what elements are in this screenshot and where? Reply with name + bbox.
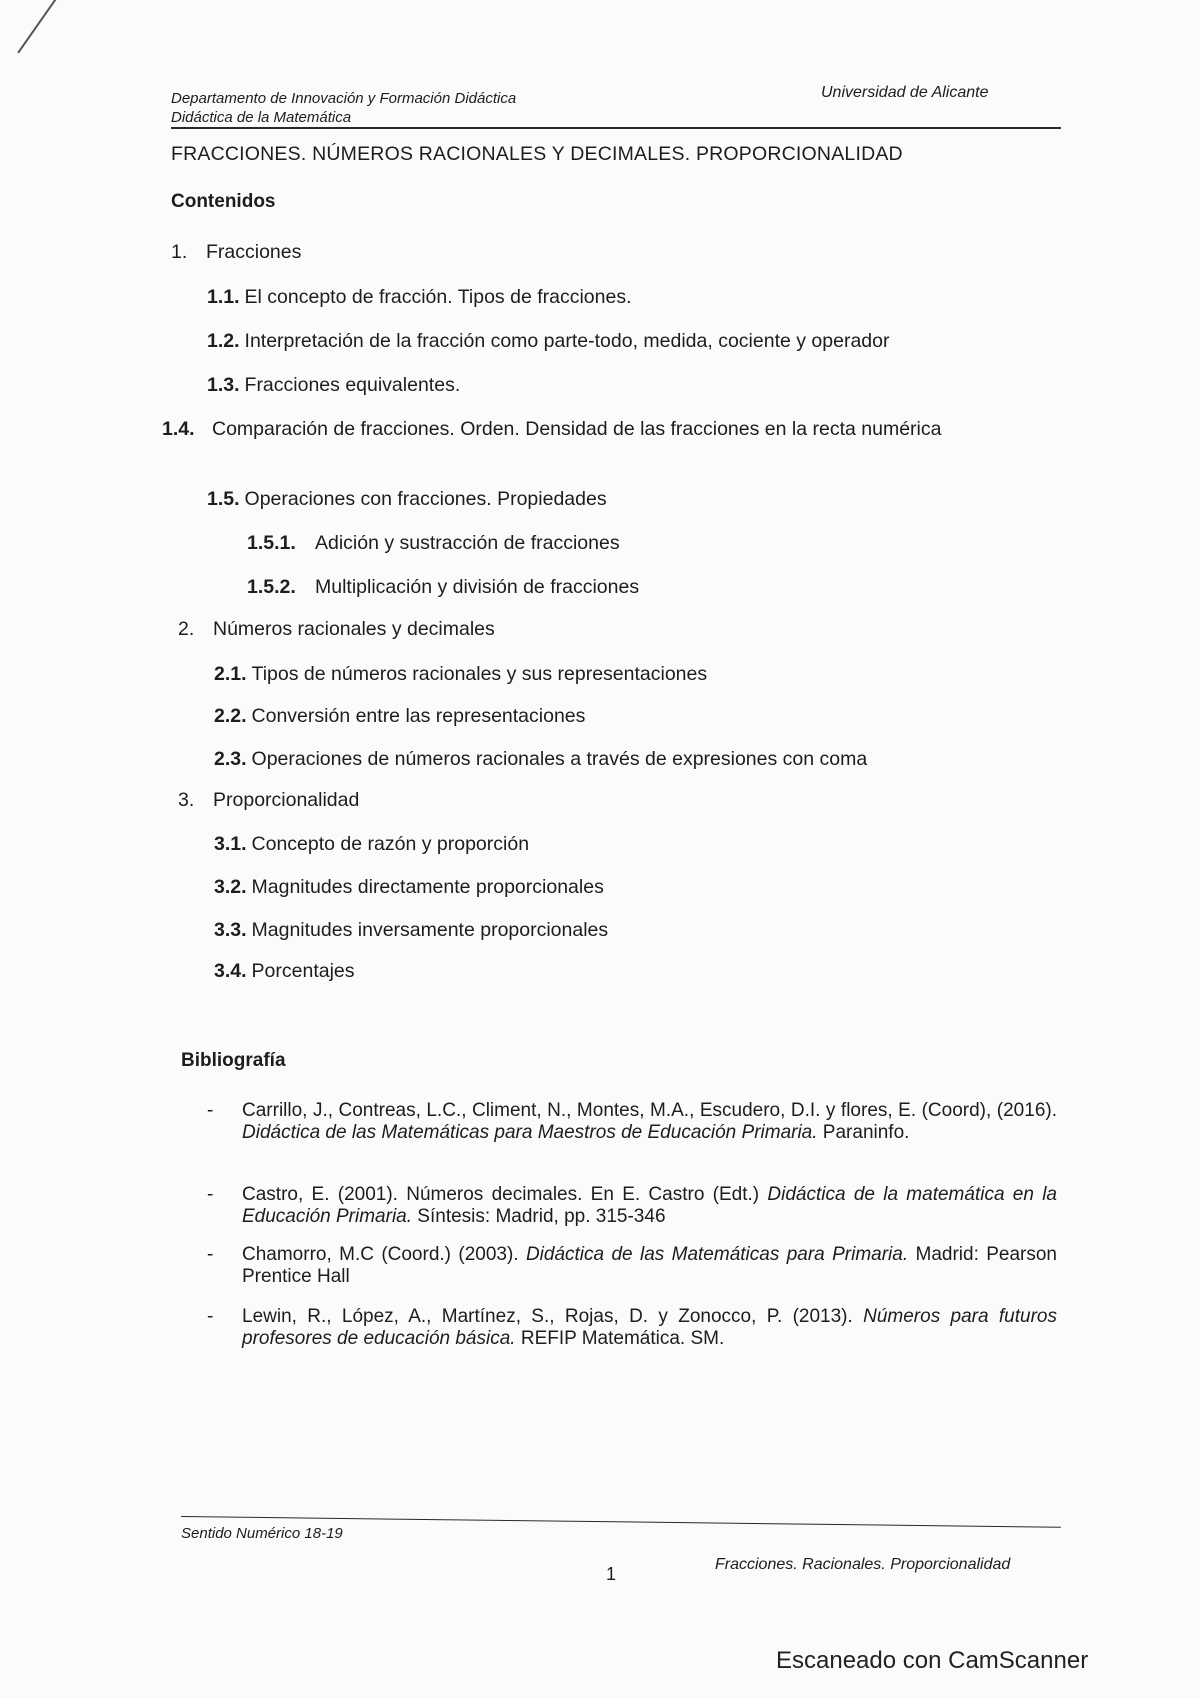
toc-label: Magnitudes inversamente proporcionales	[251, 919, 609, 941]
university-name: Universidad de Alicante	[821, 84, 989, 101]
toc-item-1-3	[207, 373, 460, 397]
toc-section-1	[171, 240, 301, 264]
toc-label: El concepto de fracción. Tipos de fracciones.	[244, 286, 632, 308]
toc-item-1-4: 1.4. Comparación de fracciones. Orden. Densidad de las fracciones en la recta numérica	[162, 418, 942, 440]
toc-item-3-1	[214, 832, 529, 856]
header-rule	[171, 127, 1061, 129]
contents-heading: Contenidos	[171, 191, 276, 212]
toc-number: 2.2.	[214, 705, 247, 727]
toc-label: Fracciones equivalentes.	[244, 374, 461, 396]
toc-item-1-5	[207, 487, 607, 511]
toc-item-2-2	[214, 704, 585, 728]
toc-number: 1.2.	[207, 330, 240, 352]
toc-label: Porcentajes	[251, 960, 355, 982]
toc-number: 3.3.	[214, 919, 247, 941]
bibliography-title: Didáctica de la matemática en la Educación Primaria.	[242, 1184, 1057, 1227]
toc-number: 1.	[171, 241, 188, 263]
toc-label: Fracciones	[206, 241, 302, 263]
toc-item-3-3	[214, 918, 608, 942]
bibliography-publisher: Madrid: Pearson Prentice Hall	[242, 1244, 1057, 1287]
toc-item-1-2	[207, 329, 889, 353]
bibliography-entry	[207, 1244, 1057, 1288]
toc-number: 1.5.1.	[247, 532, 296, 554]
toc-label: Conversión entre las representaciones	[251, 705, 586, 727]
bibliography-authors: Castro, E. (2001). Números decimales. En E. Castro (Edt.)	[242, 1184, 768, 1205]
bibliography-authors: Lewin, R., López, A., Martínez, S., Rojas, D. y Zonocco, P. (2013).	[242, 1306, 864, 1327]
scanner-watermark: Escaneado con CamScanner	[776, 1647, 1089, 1674]
toc-label: Tipos de números racionales y sus representaciones	[251, 663, 708, 685]
toc-number: 2.	[178, 618, 195, 640]
toc-item-3-2	[214, 875, 604, 899]
bibliography-publisher: Paraninfo.	[817, 1122, 910, 1143]
toc-section-2	[178, 617, 495, 641]
toc-number: 3.1.	[214, 833, 247, 855]
toc-label: Adición y sustracción de fracciones	[315, 532, 620, 554]
toc-item-2-3	[214, 747, 867, 771]
bullet-dash: -	[207, 1184, 214, 1205]
bullet-dash: -	[207, 1100, 214, 1121]
footer-topic: Fracciones. Racionales. Proporcionalidad	[715, 1556, 1011, 1573]
toc-number: 3.2.	[214, 876, 247, 898]
toc-item-1-5-1	[247, 531, 620, 555]
toc-item-1-5-2	[247, 575, 639, 599]
toc-item-3-4	[214, 959, 355, 983]
bibliography-title: Didáctica de las Matemáticas para Maestros de Educación Primaria.	[242, 1122, 818, 1143]
department-name: Departamento de Innovación y Formación Didáctica	[171, 90, 517, 107]
toc-label: Proporcionalidad	[213, 789, 360, 811]
bibliography-entry	[207, 1184, 1057, 1228]
bibliography-text	[242, 1306, 1057, 1350]
bibliography-title: Números para futuros profesores de educación básica.	[242, 1306, 1057, 1349]
bibliography-publisher: REFIP Matemática. SM.	[515, 1328, 725, 1349]
toc-number: 1.3.	[207, 374, 240, 396]
footer-course: Sentido Numérico 18-19	[181, 1525, 343, 1542]
header-left	[171, 89, 516, 127]
toc-label: Operaciones con fracciones. Propiedades	[244, 488, 607, 510]
toc-label: Interpretación de la fracción como parte-todo, medida, cociente y operador	[244, 330, 890, 352]
toc-number: 3.	[178, 789, 195, 811]
toc-number: 1.5.	[207, 488, 240, 510]
toc-item-2-1	[214, 662, 707, 686]
subject-name: Didáctica de la Matemática	[171, 109, 352, 126]
toc-number: 1.1.	[207, 286, 240, 308]
bibliography-text	[242, 1100, 1057, 1144]
bibliography-text	[242, 1184, 1057, 1228]
bibliography-title: Didáctica de las Matemáticas para Primaria.	[525, 1244, 909, 1265]
bibliography-authors: Carrillo, J., Contreas, L.C., Climent, N., Montes, M.A., Escudero, D.I. y flores, E. (Coord), (2016).	[242, 1100, 1057, 1121]
page-number: 1	[606, 1564, 617, 1584]
toc-label: Magnitudes directamente proporcionales	[251, 876, 604, 898]
toc-number: 2.1.	[214, 663, 247, 685]
toc-label: Comparación de fracciones. Orden. Densidad de las fracciones en la recta numérica	[212, 418, 942, 440]
toc-number: 3.4.	[214, 960, 247, 982]
toc-section-3	[178, 788, 359, 812]
toc-label: Concepto de razón y proporción	[251, 833, 530, 855]
bibliography-entry	[207, 1306, 1057, 1350]
pen-mark	[17, 0, 59, 54]
bibliography-heading: Bibliografía	[181, 1050, 286, 1071]
bullet-dash: -	[207, 1244, 214, 1265]
bullet-dash: -	[207, 1306, 214, 1327]
bibliography-text	[242, 1244, 1057, 1288]
toc-label: Operaciones de números racionales a través de expresiones con coma	[251, 748, 868, 770]
bibliography-authors: Chamorro, M.C (Coord.) (2003).	[242, 1244, 526, 1265]
toc-item-1-1	[207, 285, 632, 309]
bibliography-publisher: Síntesis: Madrid, pp. 315-346	[412, 1206, 666, 1227]
toc-label: Multiplicación y división de fracciones	[315, 576, 640, 598]
toc-label: Números racionales y decimales	[213, 618, 495, 640]
toc-number: 2.3.	[214, 748, 247, 770]
document-title: FRACCIONES. NÚMEROS RACIONALES Y DECIMALES. PROPORCIONALIDAD	[171, 143, 903, 165]
bibliography-entry	[207, 1100, 1057, 1144]
toc-number: 1.5.2.	[247, 576, 296, 598]
